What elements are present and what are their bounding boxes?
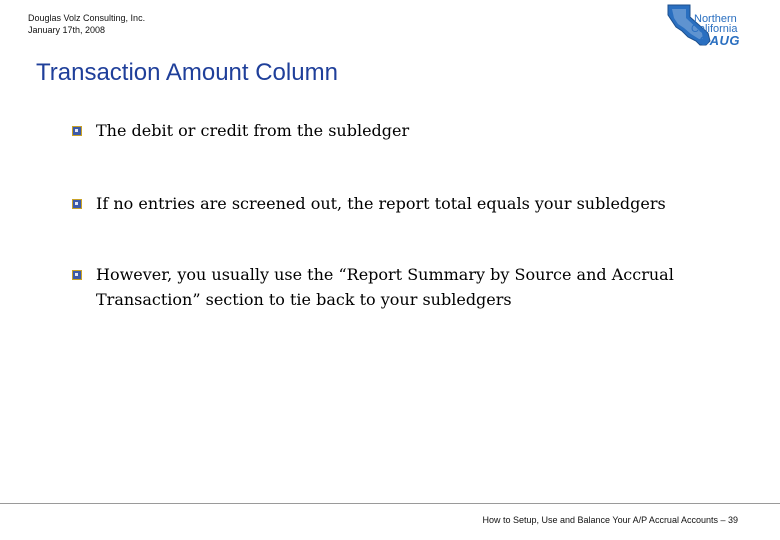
slide-title: Transaction Amount Column (36, 59, 338, 86)
bullet-text: If no entries are screened out, the report total equals your subledgers (96, 194, 666, 213)
square-bullet-icon (72, 126, 82, 136)
square-bullet-icon (72, 270, 82, 280)
presentation-date: January 17th, 2008 (28, 25, 106, 35)
bullet-text: However, you usually use the “Report Summary by Source and Accrual Transaction” section to tie back to your subledgers (96, 265, 674, 309)
header-meta (28, 12, 145, 36)
bullet-text: The debit or credit from the subledger (96, 121, 410, 140)
company-name: Douglas Volz Consulting, Inc. (28, 13, 146, 23)
bullet-item (72, 118, 752, 143)
bullet-item (72, 262, 752, 312)
logo-line-northern: Northern (694, 13, 737, 25)
logo-line-california: California (691, 23, 738, 35)
bullet-item (72, 191, 752, 216)
footer-divider (0, 503, 780, 504)
square-bullet-icon (72, 199, 82, 209)
footer-caption: How to Setup, Use and Balance Your A/P Accrual Accounts – 39 (482, 515, 738, 525)
logo-line-oaug: OAUG (699, 33, 740, 48)
northern-california-oaug-logo (660, 3, 772, 47)
